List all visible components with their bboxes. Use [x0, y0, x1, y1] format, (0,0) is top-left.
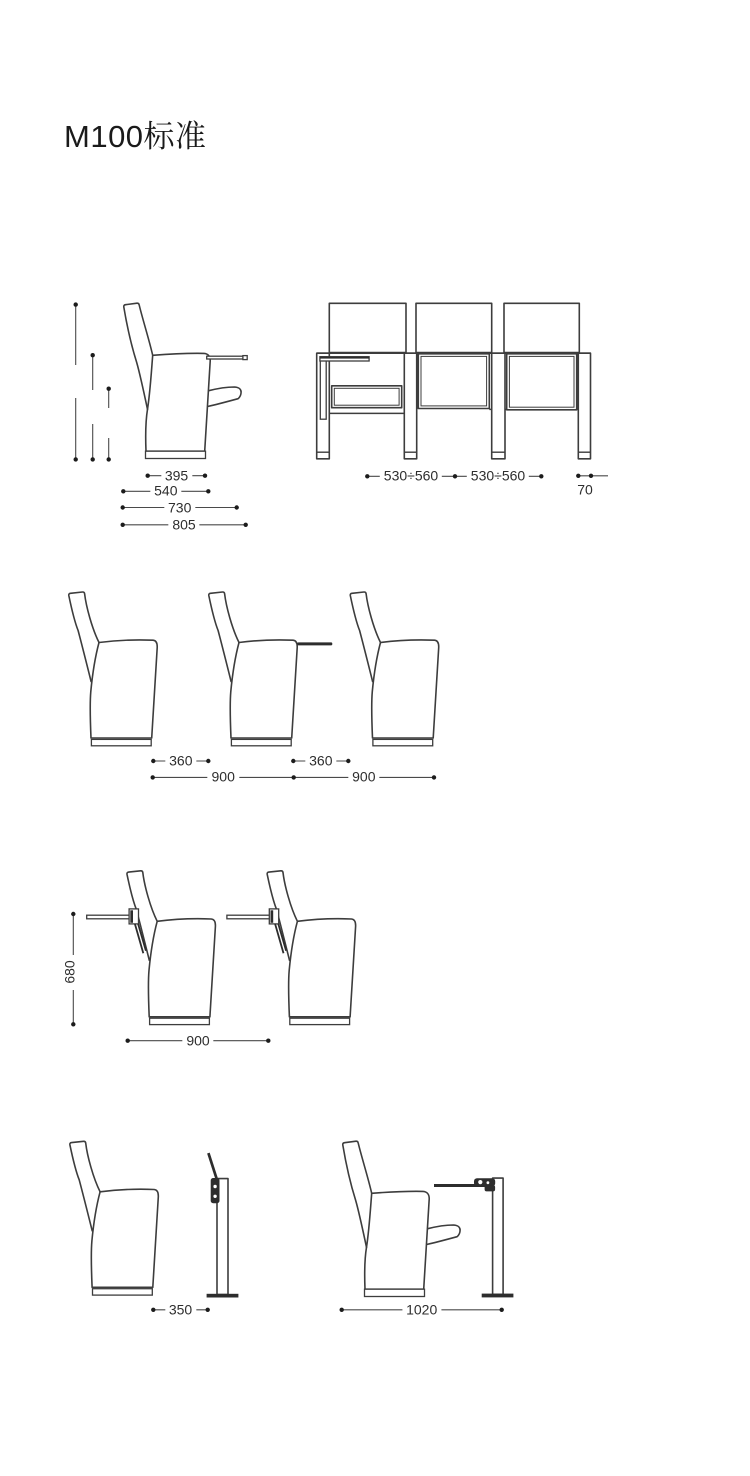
- height-dimension-lines: [74, 302, 111, 461]
- dim-label-depth-730: 730: [164, 500, 195, 515]
- chair-side-open: [343, 1141, 460, 1296]
- dim-label-pitch-3: 900: [182, 1033, 213, 1048]
- chair-side-rear-tablet: [87, 871, 216, 1025]
- chair-side-open: [124, 303, 247, 458]
- figure-front-view-row: [317, 303, 608, 478]
- chair-side-closed: [70, 1141, 158, 1295]
- chair-side-rear-tablet: [227, 871, 356, 1025]
- chair-side-closed: [69, 592, 157, 746]
- figure-row-pitch-closed: [69, 592, 439, 780]
- figure-stand-views: [70, 1141, 514, 1312]
- dim-label-seat-spacing-1: 530÷560: [380, 469, 442, 484]
- chair-side-closed: [350, 592, 438, 746]
- dim-label-clearance-1: 360: [165, 753, 196, 768]
- chair-side-closed-tablet: [209, 592, 333, 746]
- dim-label-depth-540: 540: [150, 484, 181, 499]
- dim-label-pitch-1: 900: [208, 770, 239, 785]
- folded-tablet-arm: [207, 356, 248, 360]
- stand-folded: [207, 1153, 239, 1297]
- stand-dimension-lines: [151, 1308, 504, 1312]
- dim-label-leg-width: 70: [577, 480, 593, 497]
- extended-tablet: [297, 642, 332, 645]
- dim-label-depth-805: 805: [168, 517, 199, 532]
- figure-row-pitch-tablet: [71, 871, 356, 1043]
- dim-label-clearance-2: 360: [305, 753, 336, 768]
- dim-label-overall-depth: 1020: [402, 1302, 441, 1317]
- dim-label-tablet-height: 680: [62, 956, 77, 987]
- page-title: M100标准: [64, 119, 207, 154]
- dim-label-seat-depth: 395: [161, 468, 192, 483]
- stand-open: [434, 1178, 513, 1297]
- dim-label-stand-clearance: 350: [165, 1302, 196, 1317]
- dim-label-pitch-2: 900: [348, 770, 379, 785]
- dim-label-seat-spacing-2: 530÷560: [467, 469, 529, 484]
